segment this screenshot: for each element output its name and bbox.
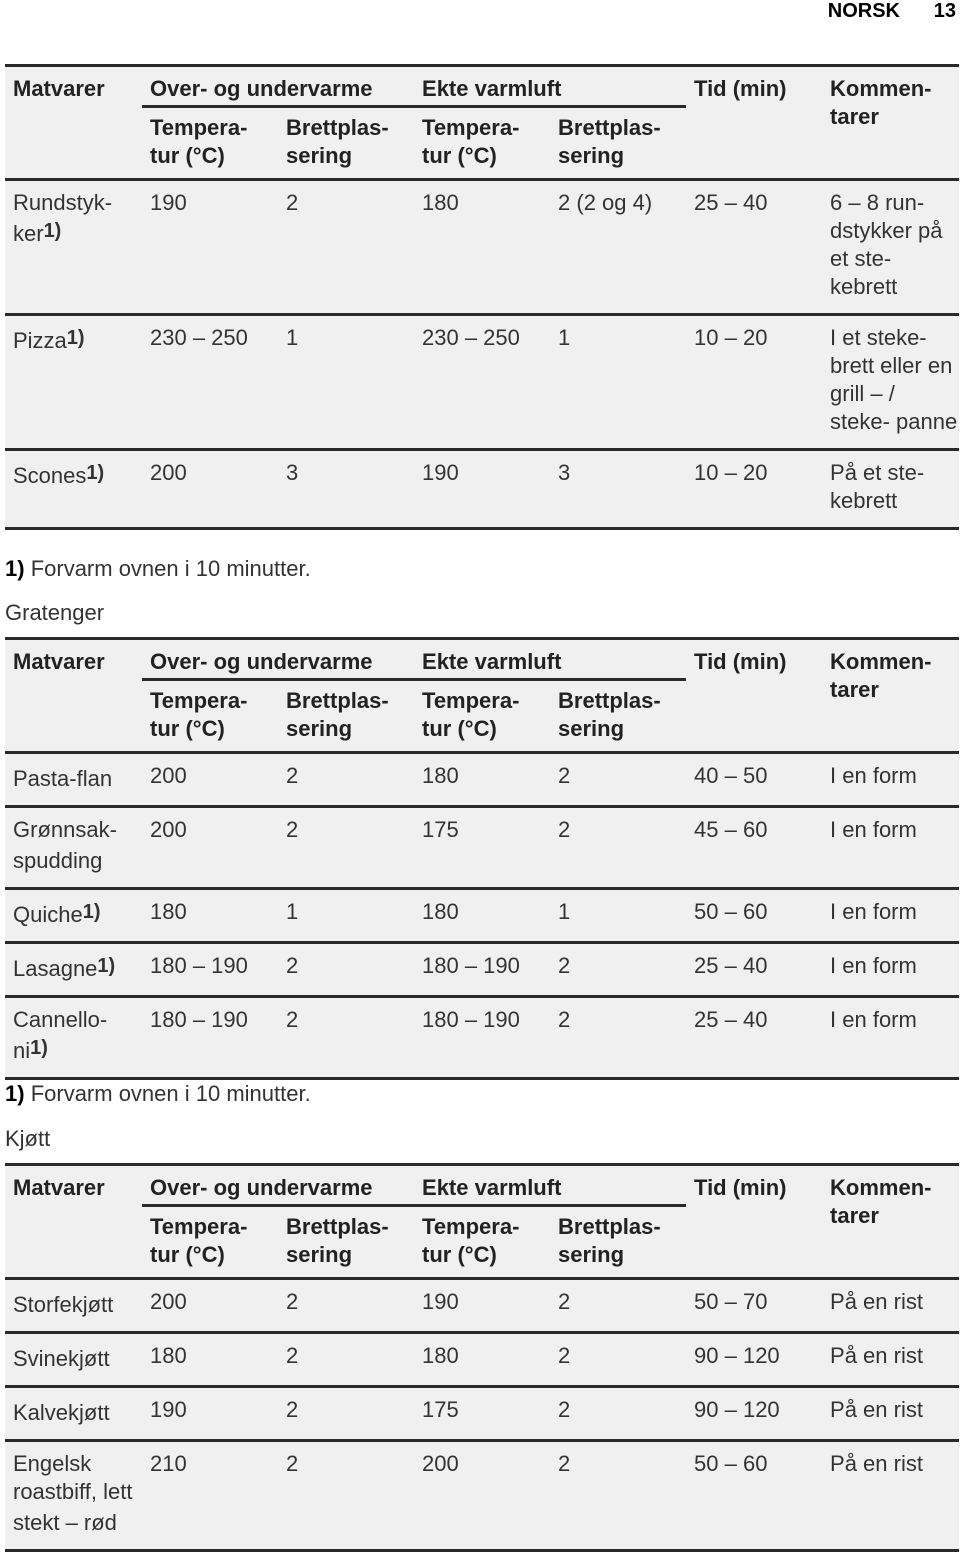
cell-shelf-true-fan: 2 bbox=[558, 1343, 571, 1368]
col-header-true-fan: Ekte varmluft bbox=[414, 639, 686, 680]
cell-comment: På en rist bbox=[830, 1451, 923, 1476]
cell-food bbox=[5, 315, 142, 450]
cell-temp-true-fan: 180 bbox=[422, 899, 459, 924]
cell-shelf-conventional: 2 bbox=[286, 1289, 299, 1314]
cell-temp-conventional: 180 – 190 bbox=[150, 1007, 248, 1032]
cell-time: 25 – 40 bbox=[694, 190, 768, 215]
footnote-ref: 1) bbox=[86, 462, 105, 484]
cell-temp-true-fan: 190 bbox=[422, 1289, 459, 1314]
food-name: Rundstyk- ker bbox=[13, 190, 113, 246]
col-header-temperature: Tempera- tur (°C) bbox=[422, 688, 520, 741]
cell-temp-conventional: 200 bbox=[150, 817, 187, 842]
cell-shelf-true-fan: 2 bbox=[558, 1451, 571, 1476]
cell-temp-conventional: 190 bbox=[150, 1397, 187, 1422]
food-name: Storfekjøtt bbox=[13, 1292, 114, 1317]
food-name: Lasagne bbox=[13, 956, 98, 981]
page-header bbox=[0, 0, 960, 28]
cell-shelf-true-fan: 2 (2 og 4) bbox=[558, 190, 653, 215]
cell-time: 40 – 50 bbox=[694, 763, 768, 788]
cell-comment: På en rist bbox=[830, 1343, 923, 1368]
table-row bbox=[5, 1441, 959, 1551]
cell-temp-true-fan: 230 – 250 bbox=[422, 325, 520, 350]
cell-temp-true-fan: 175 bbox=[422, 817, 459, 842]
cell-time: 25 – 40 bbox=[694, 953, 768, 978]
cell-shelf-true-fan: 2 bbox=[558, 763, 571, 788]
food-name: Kalvekjøtt bbox=[13, 1400, 110, 1425]
col-header-food: Matvarer bbox=[13, 649, 105, 674]
cell-food bbox=[5, 1387, 142, 1441]
cell-temp-true-fan: 180 bbox=[422, 763, 459, 788]
footnote-ref: 1) bbox=[43, 220, 62, 242]
cell-shelf-conventional: 2 bbox=[286, 953, 299, 978]
cell-food bbox=[5, 1333, 142, 1387]
cell-shelf-conventional: 2 bbox=[286, 1007, 299, 1032]
table-row bbox=[5, 315, 959, 450]
table-row bbox=[5, 1387, 959, 1441]
cell-time: 25 – 40 bbox=[694, 1007, 768, 1032]
col-header-comments: Kommen- tarer bbox=[830, 1175, 932, 1228]
footnote-ref: 1) bbox=[30, 1037, 48, 1059]
cell-temp-true-fan: 180 – 190 bbox=[422, 1007, 520, 1032]
col-header-temperature: Tempera- tur (°C) bbox=[150, 115, 248, 168]
cell-temp-conventional: 200 bbox=[150, 763, 187, 788]
table-row bbox=[5, 943, 959, 997]
cell-comment: På et ste- kebrett bbox=[830, 460, 925, 513]
cell-time: 45 – 60 bbox=[694, 817, 768, 842]
col-header-time: Tid (min) bbox=[694, 1175, 787, 1200]
col-header-shelf: Brettplas- sering bbox=[286, 1214, 389, 1267]
footnote-text: Forvarm ovnen i 10 minutter. bbox=[30, 556, 311, 581]
col-header-comments: Kommen- tarer bbox=[830, 649, 932, 702]
col-header-temperature: Tempera- tur (°C) bbox=[150, 1214, 248, 1267]
cell-comment: I en form bbox=[830, 953, 917, 978]
cell-comment: I en form bbox=[830, 1007, 917, 1032]
footnote-ref: 1) bbox=[82, 901, 101, 923]
cell-comment: I en form bbox=[830, 763, 917, 788]
cell-temp-true-fan: 180 bbox=[422, 1343, 459, 1368]
cell-shelf-true-fan: 1 bbox=[558, 899, 571, 924]
cell-time: 10 – 20 bbox=[694, 325, 768, 350]
col-header-conventional: Over- og undervarme bbox=[142, 639, 414, 680]
cell-shelf-conventional: 2 bbox=[286, 1451, 299, 1476]
col-header-shelf: Brettplas- sering bbox=[286, 115, 389, 168]
cell-temp-conventional: 180 bbox=[150, 899, 187, 924]
cell-shelf-conventional: 2 bbox=[286, 763, 299, 788]
cell-temp-conventional: 200 bbox=[150, 1289, 187, 1314]
col-header-conventional: Over- og undervarme bbox=[142, 66, 414, 107]
cell-food bbox=[5, 753, 142, 807]
footnote-mark: 1) bbox=[5, 1081, 25, 1106]
cell-food bbox=[5, 180, 142, 315]
col-header-time: Tid (min) bbox=[694, 649, 787, 674]
footnote-mark: 1) bbox=[5, 556, 25, 581]
cell-time: 10 – 20 bbox=[694, 460, 768, 485]
food-name: Scones bbox=[13, 463, 87, 488]
food-name: Grønnsak- spudding bbox=[13, 817, 117, 873]
cell-comment: På en rist bbox=[830, 1289, 923, 1314]
table-row bbox=[5, 997, 959, 1079]
cooking-table bbox=[5, 64, 959, 530]
section-title: Kjøtt bbox=[5, 1126, 51, 1151]
header-language: NORSK bbox=[827, 0, 900, 22]
cell-comment: I et steke- brett eller en grill – / steke- panne bbox=[830, 325, 958, 434]
cell-shelf-conventional: 3 bbox=[286, 460, 299, 485]
cell-temp-conventional: 230 – 250 bbox=[150, 325, 248, 350]
cell-comment: 6 – 8 run- dstykker på et ste- kebrett bbox=[830, 190, 943, 299]
cell-shelf-true-fan: 1 bbox=[558, 325, 571, 350]
col-header-comments: Kommen- tarer bbox=[830, 76, 932, 129]
cooking-table bbox=[5, 637, 959, 1080]
col-header-shelf: Brettplas- sering bbox=[558, 115, 661, 168]
cell-comment: På en rist bbox=[830, 1397, 923, 1422]
page-number: 13 bbox=[933, 0, 956, 22]
cell-shelf-conventional: 2 bbox=[286, 1397, 299, 1422]
table-row bbox=[5, 889, 959, 943]
col-header-shelf: Brettplas- sering bbox=[558, 1214, 661, 1267]
col-header-food: Matvarer bbox=[13, 76, 105, 101]
cell-food bbox=[5, 1279, 142, 1333]
col-header-temperature: Tempera- tur (°C) bbox=[422, 115, 520, 168]
table-row bbox=[5, 753, 959, 807]
col-header-conventional: Over- og undervarme bbox=[142, 1165, 414, 1206]
cell-time: 50 – 60 bbox=[694, 899, 768, 924]
footnote bbox=[5, 556, 311, 582]
cell-comment: I en form bbox=[830, 817, 917, 842]
food-name: Cannello- ni bbox=[13, 1007, 108, 1063]
col-header-shelf: Brettplas- sering bbox=[558, 688, 661, 741]
cell-shelf-true-fan: 2 bbox=[558, 1007, 571, 1032]
cell-shelf-true-fan: 3 bbox=[558, 460, 571, 485]
cell-shelf-true-fan: 2 bbox=[558, 1289, 571, 1314]
cell-temp-conventional: 190 bbox=[150, 190, 187, 215]
table-row bbox=[5, 807, 959, 889]
cell-food bbox=[5, 450, 142, 529]
cell-food bbox=[5, 807, 142, 889]
col-header-food: Matvarer bbox=[13, 1175, 105, 1200]
cell-comment: I en form bbox=[830, 899, 917, 924]
food-name: Pasta-flan bbox=[13, 766, 113, 791]
cell-shelf-conventional: 2 bbox=[286, 1343, 299, 1368]
food-name: Quiche bbox=[13, 902, 83, 927]
footnote-text: Forvarm ovnen i 10 minutter. bbox=[30, 1081, 311, 1106]
col-header-temperature: Tempera- tur (°C) bbox=[422, 1214, 520, 1267]
cell-time: 50 – 70 bbox=[694, 1289, 768, 1314]
cell-temp-true-fan: 175 bbox=[422, 1397, 459, 1422]
cell-temp-true-fan: 190 bbox=[422, 460, 459, 485]
cell-food bbox=[5, 889, 142, 943]
cell-temp-true-fan: 180 – 190 bbox=[422, 953, 520, 978]
col-header-time: Tid (min) bbox=[694, 76, 787, 101]
food-name: Pizza bbox=[13, 328, 67, 353]
cell-shelf-conventional: 1 bbox=[286, 899, 299, 924]
col-header-true-fan: Ekte varmluft bbox=[414, 1165, 686, 1206]
cell-temp-conventional: 180 – 190 bbox=[150, 953, 248, 978]
cell-time: 50 – 60 bbox=[694, 1451, 768, 1476]
food-name: Svinekjøtt bbox=[13, 1346, 110, 1371]
cell-food bbox=[5, 1441, 142, 1551]
cooking-table bbox=[5, 1163, 959, 1552]
table-row bbox=[5, 1333, 959, 1387]
table-row bbox=[5, 450, 959, 529]
cell-temp-true-fan: 180 bbox=[422, 190, 459, 215]
cell-food bbox=[5, 997, 142, 1079]
cell-temp-conventional: 200 bbox=[150, 460, 187, 485]
col-header-temperature: Tempera- tur (°C) bbox=[150, 688, 248, 741]
col-header-shelf: Brettplas- sering bbox=[286, 688, 389, 741]
food-name: Engelsk roastbiff, lett stekt – rød bbox=[13, 1451, 133, 1535]
section-title: Gratenger bbox=[5, 600, 105, 625]
cell-shelf-conventional: 2 bbox=[286, 817, 299, 842]
cell-shelf-true-fan: 2 bbox=[558, 817, 571, 842]
cell-food bbox=[5, 943, 142, 997]
table-row bbox=[5, 1279, 959, 1333]
cell-temp-true-fan: 200 bbox=[422, 1451, 459, 1476]
cell-shelf-true-fan: 2 bbox=[558, 1397, 571, 1422]
cell-shelf-conventional: 1 bbox=[286, 325, 299, 350]
cell-temp-conventional: 210 bbox=[150, 1451, 187, 1476]
table-row bbox=[5, 180, 959, 315]
footnote-ref: 1) bbox=[97, 955, 116, 977]
footnote-ref: 1) bbox=[66, 327, 85, 349]
footnote bbox=[5, 1081, 311, 1107]
col-header-true-fan: Ekte varmluft bbox=[414, 66, 686, 107]
cell-time: 90 – 120 bbox=[694, 1343, 780, 1368]
cell-shelf-conventional: 2 bbox=[286, 190, 299, 215]
cell-temp-conventional: 180 bbox=[150, 1343, 187, 1368]
cell-time: 90 – 120 bbox=[694, 1397, 780, 1422]
cell-shelf-true-fan: 2 bbox=[558, 953, 571, 978]
